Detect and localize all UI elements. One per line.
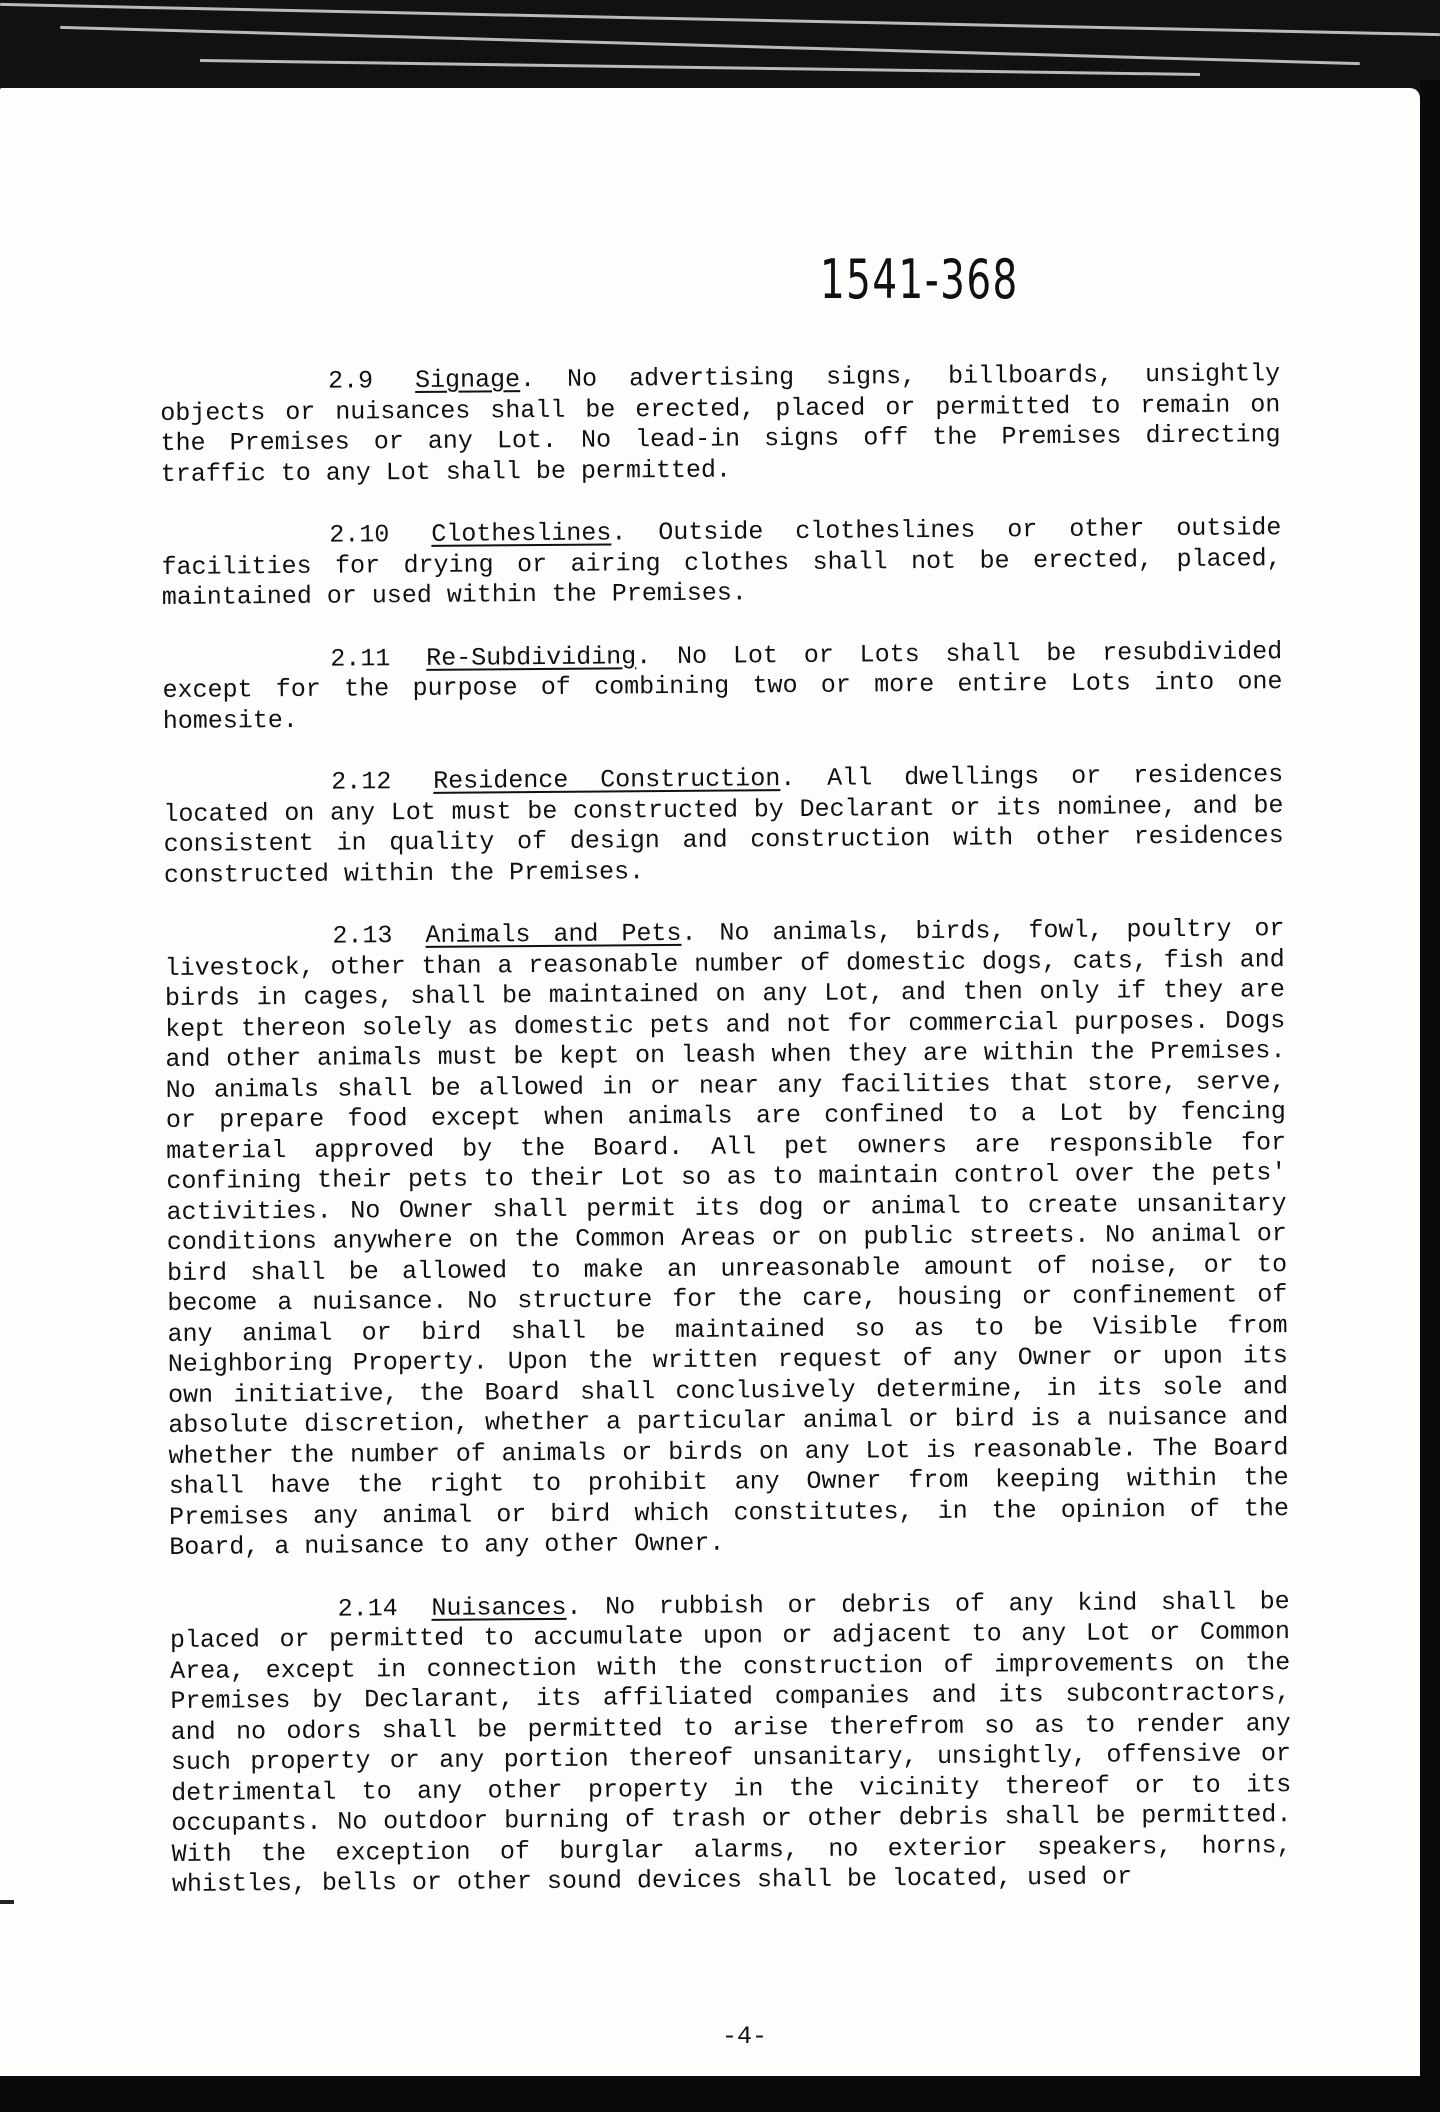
scan-left-mark (0, 1900, 14, 1904)
section-heading: Nuisances (431, 1592, 567, 1623)
section-2-9: 2.9 Signage. No advertising signs, billboards, unsightly objects or nuisances shall be erected, placed or permitted to remain on the Premises or any Lot. No lead-in signs off the Premises directing traffic to any Lot shall be permitted. (160, 359, 1281, 489)
page-number: -4- (722, 2022, 768, 2051)
section-number: 2.13 (332, 921, 393, 951)
document-page (0, 88, 1420, 2076)
section-number: 2.14 (337, 1593, 398, 1624)
section-number: 2.11 (330, 643, 391, 674)
section-heading: Clotheslines (431, 518, 612, 549)
section-heading: Signage (414, 365, 521, 395)
document-number: 1541-368 (820, 248, 1019, 311)
section-heading: Re-Subdividing (426, 641, 637, 673)
document-body (160, 359, 1292, 1932)
section-number: 2.12 (331, 767, 392, 797)
section-heading: Residence Construction (433, 764, 781, 796)
section-text: Outside clotheslines or other outside facilities for drying or airing clothes shall not be erected, placed, maintained or used within the Premises. (161, 513, 1282, 612)
section-2-14: 2.14 Nuisances. No rubbish or debris of any kind shall be placed or permitted to accumulate upon or adjacent to any Lot or Common Area, except in connection with the construction of improvements on the Premises by Declarant, its affiliated companies and its subcontractors, and no odors shall be permitted to arise therefrom so as to render any such property or any portion thereof unsanitary, unsightly, offensive or detrimental to any other property in the vicinity thereof or to its occupants. No outdoor burning of trash or other debris shall be permitted. With the exception of burglar alarms, no exterior speakers, horns, whistles, bells or other sound devices shall be located, used or (169, 1586, 1292, 1899)
section-text: No advertising signs, billboards, unsightly objects or nuisances shall be erected, placed or permitted to remain on the Premises or any Lot. No lead-in signs off the Premises directing traffic to any Lot shall be permitted. (160, 359, 1281, 489)
section-text: No rubbish or debris of any kind shall be placed or permitted to accumulate upon or adjacent to any Lot or Common Area, except in connection with the construction of improvements on the Premises by Declarant, its affiliated companies and its subcontractors, and no odors shall be permitted to arise therefrom so as to render any such property or any portion thereof unsanitary, unsightly, offensive or detrimental to any other property in the vicinity thereof or to its occupants. No outdoor burning of trash or other debris shall be permitted. With the exception of burglar alarms, no exterior speakers, horns, whistles, bells or other sound devices shall be located, used or (169, 1586, 1292, 1899)
section-2-10: 2.10 Clotheslines. Outside clotheslines or other outside facilities for drying or airing clothes shall not be erected, placed, maintained or used within the Premises. (161, 513, 1282, 612)
section-text: All dwellings or residences located on any Lot must be constructed by Declarant or its nominee, and be consistent in quality of design and construction with other residences constructed within the Premises. (163, 760, 1284, 890)
section-number: 2.9 (327, 366, 374, 396)
section-heading: Animals and Pets (425, 918, 682, 950)
section-text: No animals, birds, fowl, poultry or livestock, other than a reasonable number of domestic dogs, cats, fish and birds in cages, shall be maintained on any Lot, and then only if they are kept thereon solely as domestic pets and not for commercial purposes. Dogs and other animals must be kept on leash when they are within the Premises. No animals shall be allowed in or near any facilities that store, serve, or prepare food except when animals are confined to a Lot by fencing material approved by the Board. All pet owners are responsible for confining their pets to their Lot so as to maintain control over the pets' activities. No Owner shall permit its dog or animal to create unsanitary conditions anywhere on the Common Areas or on public streets. No animal or bird shall be allowed to make an unreasonable amount of noise, or to become a nuisance. No structure for the care, housing or confinement of any animal or bird shall be maintained so as to be Visible from Neighboring Property. Upon the written request of any Owner or upon its own initiative, the Board shall conclusively determine, in its sole and absolute discretion, whether a particular animal or bird is a nuisance and whether the number of animals or birds on any Lot is reasonable. The Board shall have the right to prohibit any Owner from keeping within the Premises any animal or bird which constitutes, in the opinion of the Board, a nuisance to any other Owner. (164, 914, 1290, 1562)
section-2-11: 2.11 Re-Subdividing. No Lot or Lots shall be resubdivided except for the purpose of combining two or more entire Lots into one homesite. (162, 636, 1283, 736)
scan-bottom-border (0, 2076, 1440, 2112)
scan-right-border (1420, 80, 1440, 2112)
section-number: 2.10 (329, 520, 390, 550)
section-2-12: 2.12 Residence Construction. All dwellings or residences located on any Lot must be constructed by Declarant or its nominee, and be consistent in quality of design and construction with other residences constructed within the Premises. (163, 760, 1284, 890)
section-2-13: 2.13 Animals and Pets. No animals, birds, fowl, poultry or livestock, other than a reasonable number of domestic dogs, cats, fish and birds in cages, shall be maintained on any Lot, and then only if they are kept thereon solely as domestic pets and not for commercial purposes. Dogs and other animals must be kept on leash when they are within the Premises. No animals shall be allowed in or near any facilities that store, serve, or prepare food except when animals are confined to a Lot by fencing material approved by the Board. All pet owners are responsible for confining their pets to their Lot so as to maintain control over the pets' activities. No Owner shall permit its dog or animal to create unsanitary conditions anywhere on the Common Areas or on public streets. No animal or bird shall be allowed to make an unreasonable amount of noise, or to become a nuisance. No structure for the care, housing or confinement of any animal or bird shall be maintained so as to be Visible from Neighboring Property. Upon the written request of any Owner or upon its own initiative, the Board shall conclusively determine, in its sole and absolute discretion, whether a particular animal or bird is a nuisance and whether the number of animals or birds on any Lot is reasonable. The Board shall have the right to prohibit any Owner from keeping within the Premises any animal or bird which constitutes, in the opinion of the Board, a nuisance to any other Owner. (164, 914, 1290, 1562)
section-text: No Lot or Lots shall be resubdivided except for the purpose of combining two or more entire Lots into one homesite. (162, 636, 1283, 736)
